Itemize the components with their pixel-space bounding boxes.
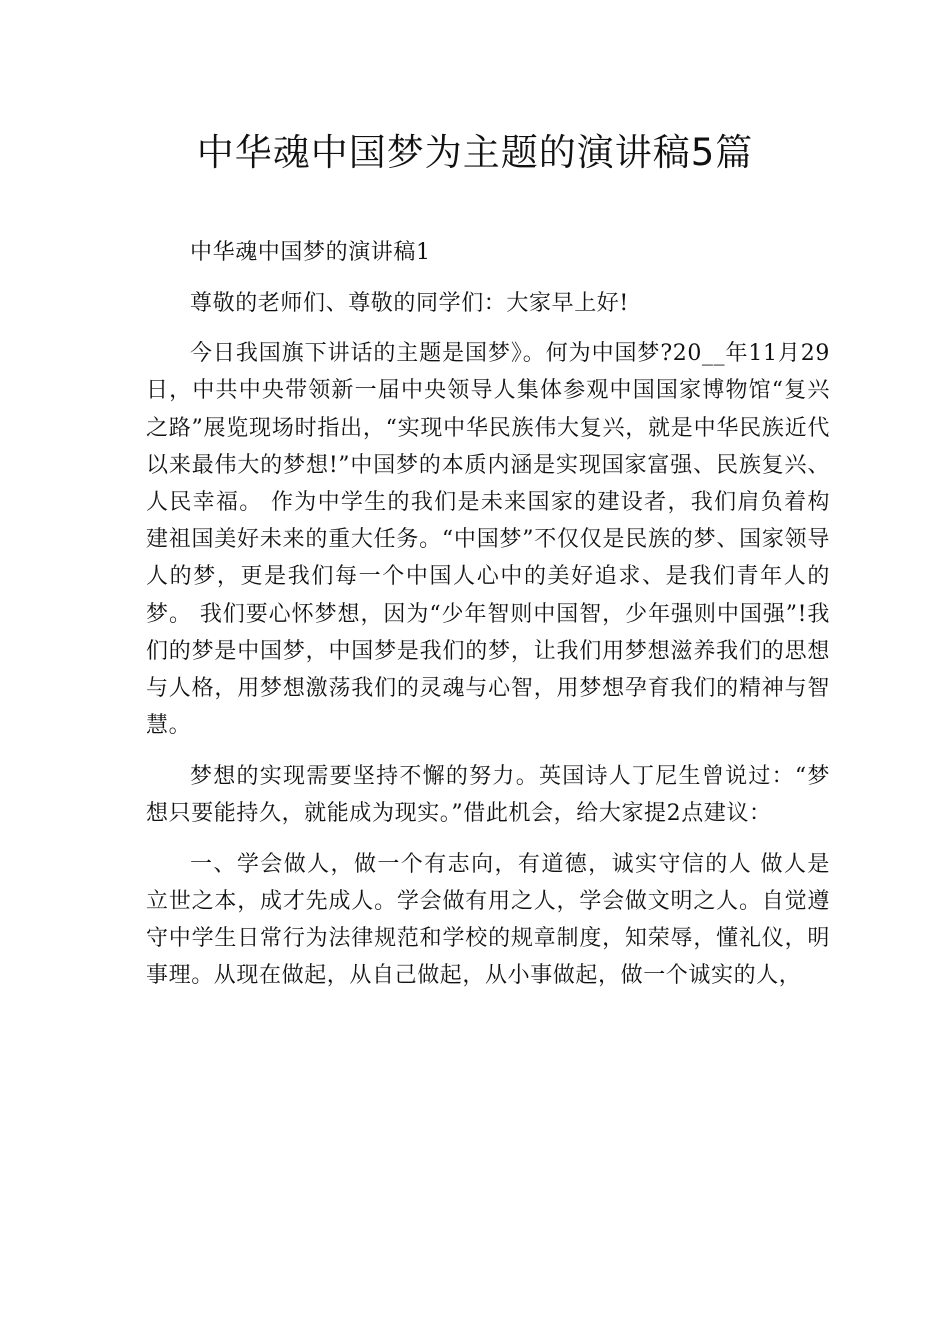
paragraph-suggestion-one: 一、学会做人，做一个有志向，有道德，诚实守信的人 做人是立世之本，成才先成人。学会做有用之人，学会做文明之人。自觉遵守中学生日常行为法律规范和学校的规章制度，知荣辱，懂礼仪，明事理。从现在做起，从自己做起，从小事做起，做一个诚实的人， — [146, 851, 830, 989]
document-title: 中华魂中国梦为主题的演讲稿5篇 — [196, 131, 754, 174]
paragraph-greeting: 尊敬的老师们、尊敬的同学们：大家早上好! — [190, 290, 629, 316]
document-body — [146, 234, 830, 1008]
paragraph-subtitle: 中华魂中国梦的演讲稿1 — [190, 240, 431, 265]
paragraph-main: 今日我国旗下讲话的主题是国梦》。何为中国梦?20__年11月29日，中共中央带领新一届中央领导人集体参观中国国家博物馆“复兴之路”展览现场时指出，“实现中华民族伟大复兴，就是中华民族近代以来最伟大的梦想!”中国梦的本质内涵是实现国家富强、民族复兴、人民幸福。 作为中学生的我们是未来国家的建设者，我们肩负着构建祖国美好未来的重大任务。“中国梦”不仅仅是民族的梦、国家领导人的梦，更是我们每一个中国人心中的美好追求、是我们青年人的梦。 我们要心怀梦想，因为“少年智则中国智，少年强则中国强”!我们的梦是中国梦，中国梦是我们的梦，让我们用梦想滋养我们的思想与人格，用梦想激荡我们的灵魂与心智，用梦想孕育我们的精神与智慧。 — [146, 341, 830, 739]
paragraph-suggestion-intro: 梦想的实现需要坚持不懈的努力。英国诗人丁尼生曾说过：“梦想只要能持久，就能成为现实。”借此机会，给大家提2点建议： — [146, 763, 830, 827]
